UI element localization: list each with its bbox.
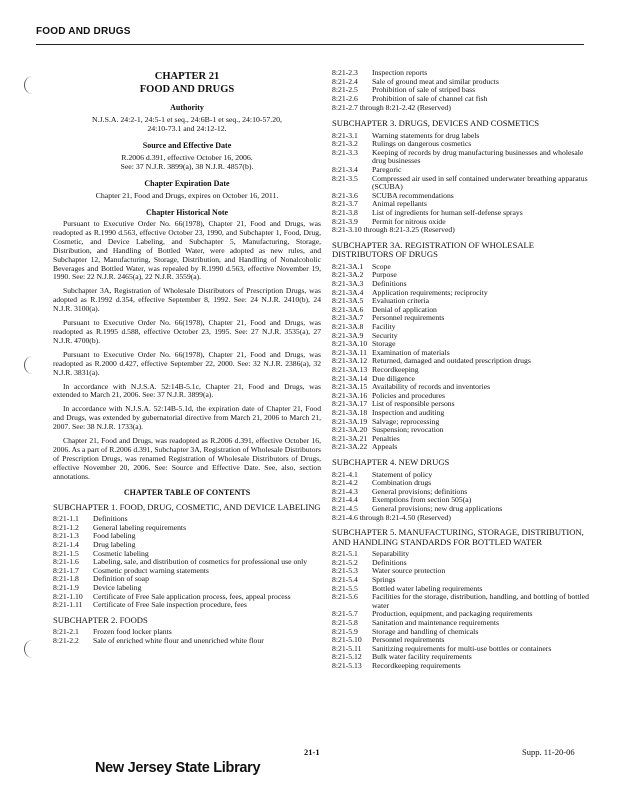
toc-entry-list (332, 263, 594, 452)
expiration-heading: Chapter Expiration Date (144, 179, 230, 188)
toc-section-title: Warning statements for drug labels (372, 130, 480, 140)
toc-entry-list (53, 628, 321, 645)
toc-section-title: Inspection and auditing (372, 407, 445, 417)
toc-left (53, 503, 321, 646)
toc-entry (53, 601, 321, 610)
toc-subchapter-title: SUBCHAPTER 2. FOODS (53, 614, 148, 625)
chapter-title: FOOD AND DRUGS (139, 84, 235, 95)
toc-section-title: Inspection reports (372, 68, 428, 77)
toc-section-number: 8:21-3.6 (332, 190, 358, 200)
toc-section-number: 8:21-3A.22 (332, 442, 368, 452)
toc-section-number: 8:21-3.1 (332, 130, 358, 140)
toc-section-title: Security (372, 330, 398, 340)
toc-section-number: 8:21-3A.13 (332, 365, 368, 374)
toc-section-title: Bottled water labeling requirements (372, 583, 483, 593)
toc-section-title: Due diligence (372, 373, 415, 383)
toc-section-title: Definitions (372, 557, 407, 567)
toc-section-title: Bulk water facility requirements (372, 652, 472, 662)
toc-section-title: Facility (372, 322, 396, 332)
history-paragraph: Subchapter 3A, Registration of Wholesale Distributors of Prescription Drugs, was adopted as R.1992 d.354, effective September 8, 1992. See: 24 N.J.R. 2410(b), 24 N.J.R. 3100(a). (53, 286, 321, 314)
toc-section-title: Recordkeeping (372, 365, 419, 374)
toc-section-title: Frozen food locker plants (93, 627, 172, 637)
toc-section-number: 8:21-1.1 (53, 514, 79, 524)
toc-section-title: Rulings on dangerous cosmetics (372, 139, 472, 149)
toc-section-number: 8:21-2.6 (332, 93, 358, 103)
toc-subchapter-title: SUBCHAPTER 3. DRUGS, DEVICES AND COSMETICS (332, 117, 539, 128)
toc-section-number: 8:21-2.2 (53, 635, 79, 645)
toc-section-number: 8:21-3.3 (332, 147, 358, 157)
toc-section-number: 8:21-5.5 (332, 583, 358, 593)
toc-section-number: 8:21-1.7 (53, 565, 79, 575)
toc-section-title: Food labeling (93, 531, 136, 541)
history-paragraph: Chapter 21, Food and Drugs, was readopted as R.2006 d.391, effective October 16, 2006. As a part of R.2006 d.391, Subchapter 3A, Registration of Wholesale Distributors of Prescription Drugs, was renamed Registration of Wholesale Distributors of Drugs, effective November 20, 2006. See: Source and Effective Date. See, also, section annotations. (53, 436, 321, 481)
toc-section-title: Cosmetic labeling (93, 548, 149, 558)
toc-section-number: 8:21-3A.21 (332, 433, 368, 443)
toc-section-title: List of responsible persons (372, 399, 455, 409)
toc-section-number: 8:21-5.4 (332, 575, 358, 585)
toc-section-number: 8:21-3A.4 (332, 287, 364, 297)
toc-section-number: 8:21-1.4 (53, 539, 79, 549)
toc-section-title: General provisions; definitions (372, 486, 468, 496)
toc-section-title: Appeals (372, 442, 398, 452)
supplement-date: Supp. 11-20-06 (522, 747, 575, 757)
toc-section-number: 8:21-3A.14 (332, 373, 368, 383)
toc-entry (332, 443, 594, 452)
toc-section-number: 8:21-3A.11 (332, 347, 367, 357)
history-paragraph: In accordance with N.J.S.A. 52:14B-5.1c, Chapter 21, Food and Drugs, was extended to March 21, 2006. See: 37 N.J.R. 3899(a). (53, 381, 321, 400)
toc-section-number: 8:21-3.8 (332, 207, 358, 217)
toc-section-number: 8:21-3A.2 (332, 270, 364, 280)
history-notes (53, 220, 321, 482)
toc-section-number: 8:21-4.4 (332, 495, 358, 505)
toc-section-title: Evaluation criteria (372, 296, 429, 306)
toc-section-number: 8:21-5.6 (332, 592, 358, 602)
toc-section-number: 8:21-3A.20 (332, 425, 368, 435)
source-line: R.2006 d.391, effective October 16, 2006. (121, 153, 253, 162)
toc-entry-list (332, 471, 594, 514)
toc-section-title: Recordkeeping requirements (372, 661, 461, 670)
toc-section-title: Policies and procedures (372, 390, 446, 400)
toc-section-title: Penalties (372, 433, 400, 443)
toc-section-number: 8:21-1.6 (53, 557, 79, 567)
toc-section-title: Prohibition of sale of striped bass (372, 85, 476, 95)
toc-section-number: 8:21-3.9 (332, 216, 358, 226)
toc-section-title: Permit for nitrous oxide (372, 216, 446, 226)
toc-section-title: Exemptions from section 505(a) (372, 495, 472, 505)
toc-section-title: Compressed air used in self contained underwater breathing apparatus (SCUBA) (372, 173, 588, 192)
toc-section-title: Sale of ground meat and similar products (372, 76, 499, 86)
toc-section-number: 8:21-3A.7 (332, 313, 364, 323)
binder-hole-mark (24, 356, 41, 374)
toc-section-title: Production, equipment, and packaging requirements (372, 609, 533, 619)
header-rule (36, 44, 584, 45)
toc-section-title: Keeping of records by drug manufacturing businesses and wholesale drug businesses (372, 147, 584, 166)
toc-section-number: 8:21-5.9 (332, 626, 358, 636)
toc-section-title: Facilities for the storage, distribution, handling, and bottling of bottled water (372, 592, 589, 610)
toc-section-title: Personnel requirements (372, 635, 445, 645)
toc-section-title: Purpose (372, 270, 397, 280)
toc-section-number: 8:21-4.1 (332, 469, 358, 479)
toc-section-title: Certificate of Free Sale application process, fees, appeal process (93, 591, 291, 601)
toc-section-number: 8:21-1.3 (53, 531, 79, 541)
toc-entry-list (53, 515, 321, 610)
toc-reserved-range: 8:21-2.7 through 8:21-2.42 (Reserved) (332, 103, 451, 113)
toc-section-number: 8:21-3A.10 (332, 339, 368, 349)
toc-section-title: Definitions (93, 514, 128, 524)
toc-entry (332, 95, 594, 104)
toc-section-number: 8:21-1.2 (53, 522, 79, 532)
toc-section-title: Prohibition of sale of channel cat fish (372, 93, 488, 103)
toc-section-number: 8:21-3A.9 (332, 330, 364, 340)
toc-section-title: Sanitation and maintenance requirements (372, 618, 500, 628)
toc-entry-list (332, 550, 594, 670)
authority-text: N.J.S.A. 24:2-1, 24:5-1 et seq., 24:6B-1 et seq., 24:10-57.20, 24:10-73.1 and 24:12-12. (92, 115, 282, 133)
toc-section-number: 8:21-5.12 (332, 652, 362, 662)
toc-section-title: Cosmetic product warning statements (93, 565, 209, 575)
toc-section-title: Certificate of Free Sale inspection procedure, fees (93, 600, 247, 610)
toc-section-number: 8:21-5.7 (332, 609, 358, 619)
toc-section-number: 8:21-3A.6 (332, 304, 364, 314)
toc-right (332, 119, 594, 671)
toc-section-title: Labeling, sale, and distribution of cosmetics for professional use only (93, 557, 308, 567)
toc-section-number: 8:21-3.4 (332, 164, 358, 174)
toc-subchapter-2-continued (332, 69, 594, 103)
toc-section-number: 8:21-5.1 (332, 549, 358, 559)
toc-section-title: General provisions; new drug applications (372, 503, 503, 513)
toc-section-title: List of ingredients for human self-defense sprays (372, 207, 523, 217)
toc-section-title: Animal repellants (372, 199, 427, 209)
toc-entry (53, 637, 321, 646)
toc-section-number: 8:21-5.2 (332, 557, 358, 567)
toc-section-number: 8:21-2.1 (53, 627, 79, 637)
toc-section-number: 8:21-4.2 (332, 478, 358, 488)
toc-section-number: 8:21-3.5 (332, 173, 358, 183)
history-paragraph: Pursuant to Executive Order No. 66(1978), Chapter 21, Food and Drugs, was readopted as R.2000 d.427, effective September 22, 2000. See: 32 N.J.R. 2386(a), 32 N.J.R. 3831(a). (53, 349, 321, 377)
toc-section-number: 8:21-3A.17 (332, 399, 368, 409)
source-line: See: 37 N.J.R. 3899(a), 38 N.J.R. 4857(b). (120, 162, 254, 171)
toc-section-title: Sale of enriched white flour and unenriched white flour (93, 635, 264, 645)
toc-entry-list (332, 132, 594, 227)
toc-entry (332, 149, 594, 166)
history-paragraph: Pursuant to Executive Order No. 66(1978), Chapter 21, Food and Drugs, was readopted as R.1995 d.588, effective October 23, 1995. See: 27 N.J.R. 3535(a), 27 N.J.R. 4700(b). (53, 318, 321, 345)
toc-section-title: Paregoric (372, 164, 402, 174)
toc-section-number: 8:21-3A.12 (332, 356, 368, 366)
toc-section-number: 8:21-4.5 (332, 503, 358, 513)
toc-section-title: SCUBA recommendations (372, 190, 454, 200)
toc-section-title: Denial of application (372, 304, 437, 314)
toc-section-number: 8:21-3A.3 (332, 279, 364, 289)
toc-section-title: Drug labeling (93, 539, 136, 549)
toc-section-number: 8:21-1.10 (53, 591, 83, 601)
source-heading: Source and Effective Date (142, 141, 232, 150)
toc-section-number: 8:21-5.13 (332, 661, 362, 670)
toc-section-title: Examination of materials (372, 347, 450, 357)
toc-section-title: General labeling requirements (93, 522, 187, 532)
toc-section-title: Definition of soap (93, 574, 149, 584)
toc-section-title: Storage (372, 339, 396, 349)
right-column (332, 69, 594, 671)
toc-section-number: 8:21-5.3 (332, 566, 358, 576)
toc-section-number: 8:21-2.3 (332, 68, 358, 77)
toc-section-title: Scope (372, 261, 391, 271)
toc-section-number: 8:21-3A.19 (332, 416, 368, 426)
running-head: FOOD AND DRUGS (36, 26, 131, 37)
authority-heading: Authority (170, 103, 204, 112)
toc-entry (332, 593, 594, 610)
toc-section-title: Application requirements; reciprocity (372, 287, 488, 297)
toc-section-title: Storage and handling of chemicals (372, 626, 479, 636)
chapter-number: CHAPTER 21 (154, 71, 220, 82)
toc-section-number: 8:21-5.8 (332, 618, 358, 628)
toc-section-number: 8:21-3A.1 (332, 261, 364, 271)
binder-hole-mark (24, 76, 41, 94)
toc-section-title: Personnel requirements (372, 313, 445, 323)
toc-subchapter-title: SUBCHAPTER 5. MANUFACTURING, STORAGE, DISTRIBUTION, AND HANDLING STANDARDS FOR BOTTLED WATER (332, 527, 584, 547)
toc-section-number: 8:21-3A.15 (332, 382, 368, 392)
toc-section-title: Sanitizing requirements for multi-use bottles or containers (372, 643, 552, 653)
toc-section-number: 8:21-2.5 (332, 85, 358, 95)
toc-section-number: 8:21-1.5 (53, 548, 79, 558)
toc-section-title: Statement of policy (372, 469, 433, 479)
toc-subchapter-title: SUBCHAPTER 1. FOOD, DRUG, COSMETIC, AND DEVICE LABELING (53, 501, 321, 512)
toc-section-title: Salvage; reprocessing (372, 416, 440, 426)
toc-heading: CHAPTER TABLE OF CONTENTS (123, 487, 251, 497)
toc-section-number: 8:21-3.7 (332, 199, 358, 209)
library-stamp: New Jersey State Library (95, 760, 261, 776)
toc-section-number: 8:21-1.11 (53, 600, 83, 610)
toc-section-number: 8:21-1.8 (53, 574, 79, 584)
toc-section-title: Returned, damaged and outdated prescription drugs (372, 356, 531, 366)
toc-section-number: 8:21-5.11 (332, 643, 362, 653)
binder-hole-mark (24, 640, 41, 658)
toc-section-title: Water source protection (372, 566, 446, 576)
toc-section-title: Springs (372, 575, 396, 585)
toc-subchapter-title: SUBCHAPTER 4. NEW DRUGS (332, 456, 450, 467)
toc-section-number: 8:21-3A.8 (332, 322, 364, 332)
toc-section-number: 8:21-2.4 (332, 76, 358, 86)
toc-section-number: 8:21-1.9 (53, 582, 79, 592)
toc-entry (332, 175, 594, 192)
toc-section-number: 8:21-5.10 (332, 635, 362, 645)
toc-reserved-range: 8:21-3.10 through 8:21-3.25 (Reserved) (332, 225, 455, 235)
toc-section-title: Definitions (372, 279, 407, 289)
history-paragraph: In accordance with N.J.S.A. 52:14B-5.1d, the expiration date of Chapter 21, Food and Drugs, was extended by gubernatorial directive from March 21, 2006 to March 21, 2007. See: 38 N.J.R. 1733(a). (53, 404, 321, 432)
history-paragraph: Pursuant to Executive Order No. 66(1978), Chapter 21, Food and Drugs, was readopted as R.1990 d.563, effective October 23, 1990, and Subchapter 1, Food, Drug, Cosmetic, and Device Labeling, and Subchapter 5, Manufacturing, Storage, Distribution, and Handling of Bottled Water, were adopted as new rules, and Subchapter 12, Manufacturing, Storage, Distribution, and Handling of Nonalcoholic Beverages and Bottled Water, was repealed by R.1990 d.563, effective November 19, 1990. See: 22 N.J.R. 2465(a), 22 N.J.R. 3559(a). (53, 219, 321, 282)
toc-section-number: 8:21-3.2 (332, 139, 358, 149)
toc-section-title: Separability (372, 549, 410, 559)
toc-entry (332, 662, 594, 671)
toc-section-title: Device labeling (93, 582, 142, 592)
left-column (53, 70, 321, 645)
toc-section-title: Combination drugs (372, 478, 432, 488)
toc-section-title: Suspension; revocation (372, 425, 444, 435)
toc-section-number: 8:21-3A.18 (332, 407, 368, 417)
toc-section-number: 8:21-4.3 (332, 486, 358, 496)
toc-section-title: Availability of records and inventories (372, 382, 491, 392)
toc-subchapter-title: SUBCHAPTER 3A. REGISTRATION OF WHOLESALE DISTRIBUTORS OF DRUGS (332, 239, 535, 260)
page-number: 21-1 (304, 747, 320, 757)
expiration-text: Chapter 21, Food and Drugs, expires on October 16, 2011. (95, 191, 279, 200)
toc-reserved-range: 8:21-4.6 through 8:21-4.50 (Reserved) (332, 512, 451, 522)
toc-section-number: 8:21-3A.5 (332, 296, 364, 306)
toc-section-number: 8:21-3A.16 (332, 390, 368, 400)
history-heading: Chapter Historical Note (145, 208, 229, 217)
